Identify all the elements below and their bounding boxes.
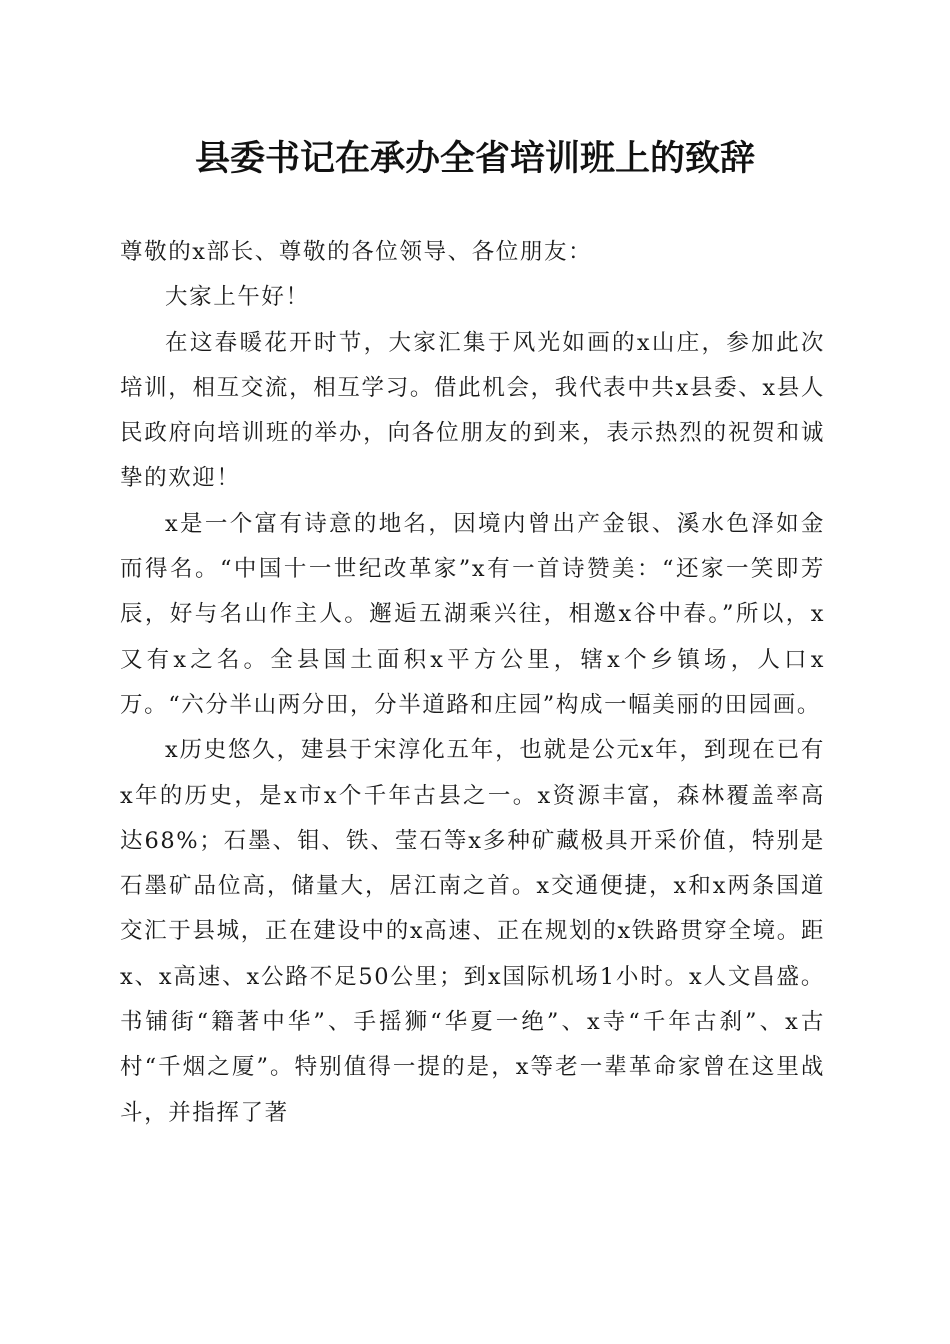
document-title: 县委书记在承办全省培训班上的致辞 bbox=[194, 138, 755, 179]
history-paragraph: x历史悠久，建县于宋淳化五年，也就是公元x年，到现在已有x年的历史，是x市x个千年古县之一。x资源丰富，森林覆盖率高达68%；石墨、钼、铁、莹石等x多种矿藏极具开采价值，特别是石墨矿品位高，储量大，居江南之首。x交通便捷，x和x两条国道交汇于县城，正在建设中的x高速、正在规划的x铁路贯穿全境。距x、x高速、x公路不足50公里；到x国际机场1小时。x人文昌盛。书铺街“籍著中华”、手摇狮“华夏一绝”、x寺“千年古刹”、x古村“千烟之厦”。特别值得一提的是，x等老一辈革命家曾在这里战斗，并指挥了著 bbox=[120, 737, 825, 1126]
welcome-paragraph: 在这春暖花开时节，大家汇集于风光如画的x山庄，参加此次培训，相互交流，相互学习。借此机会，我代表中共x县委、x县人民政府向培训班的举办，向各位朋友的到来，表示热烈的祝贺和诚挚的欢迎！ bbox=[120, 329, 825, 492]
document-body bbox=[120, 230, 825, 1136]
greeting-paragraph: 大家上午好！ bbox=[165, 284, 310, 311]
salutation: 尊敬的x部长、尊敬的各位领导、各位朋友： bbox=[120, 239, 593, 265]
place-name-paragraph: x是一个富有诗意的地名，因境内曾出产金银、溪水色泽如金而得名。“中国十一世纪改革家”x有一首诗赞美：“还家一笑即芳辰，好与名山作主人。邂逅五湖乘兴往，相邀x谷中春。”所以，x又有x之名。全县国土面积x平方公里，辖x个乡镇场，人口x万。“六分半山两分田，分半道路和庄园”构成一幅美丽的田园画。 bbox=[120, 510, 825, 718]
